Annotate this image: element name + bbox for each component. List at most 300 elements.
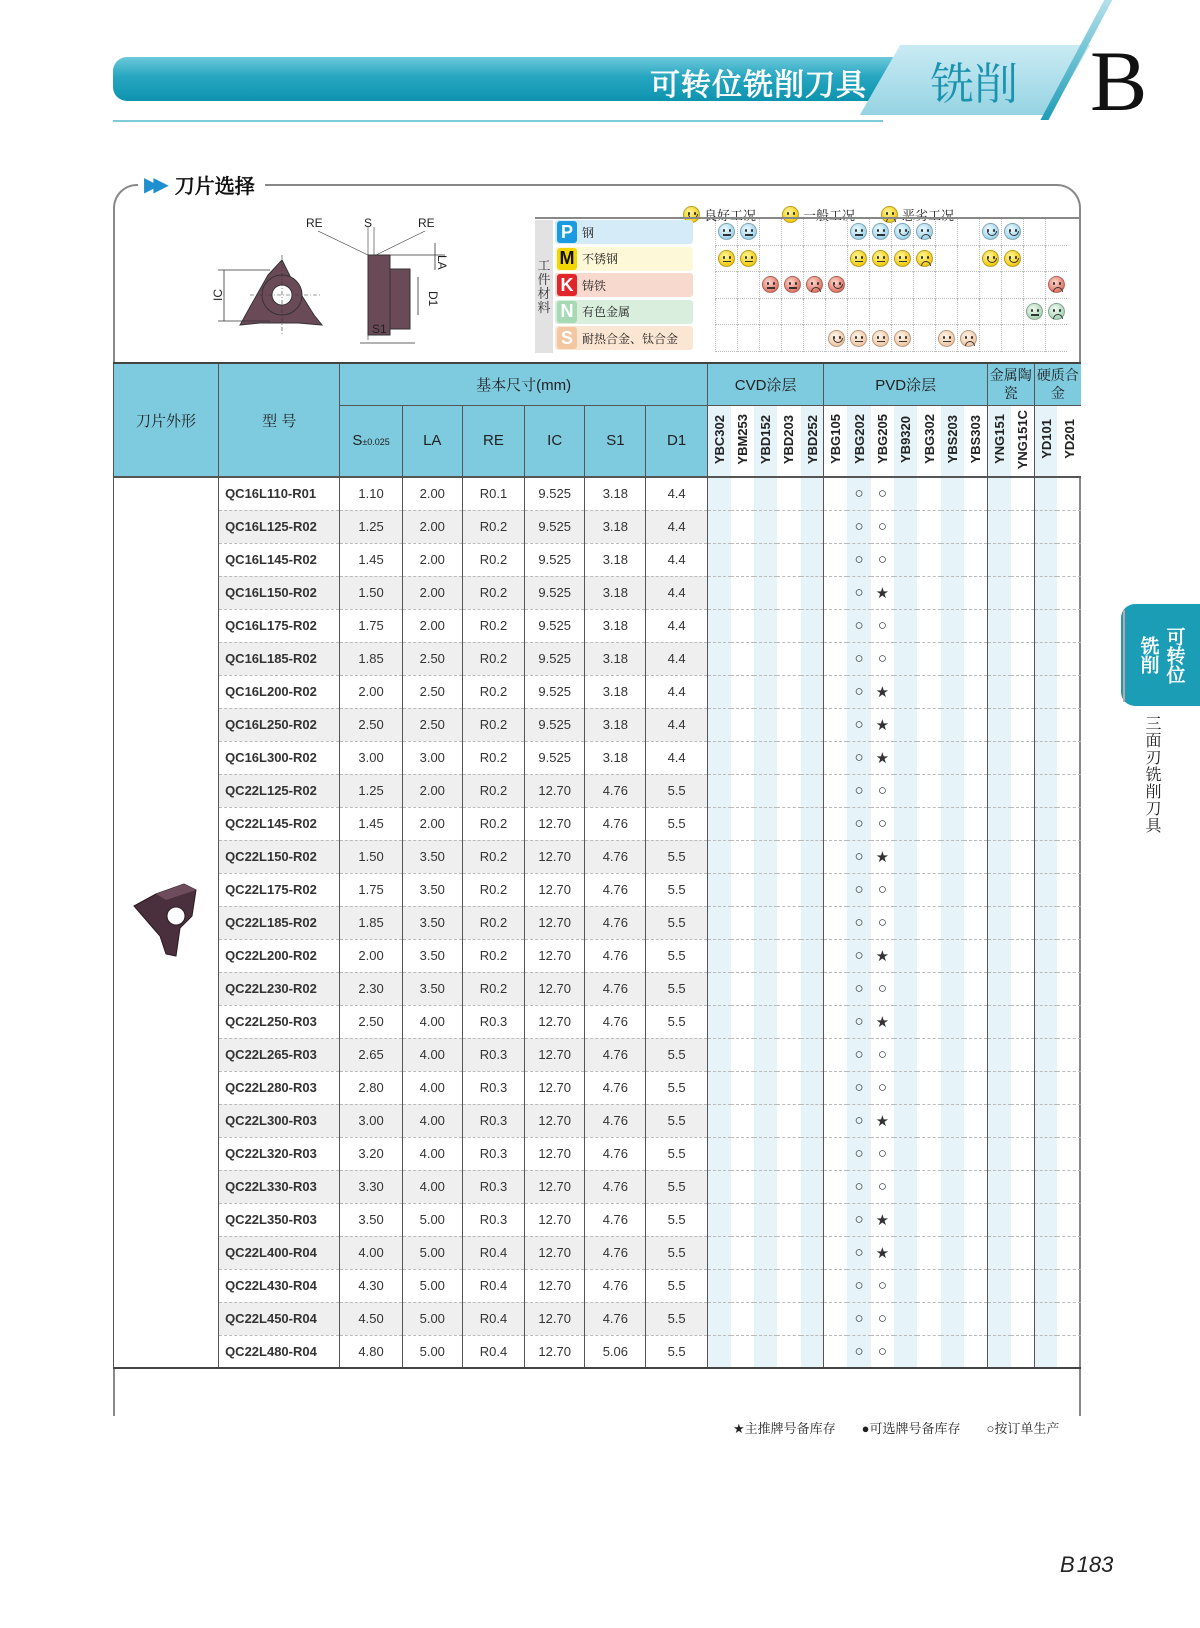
dim-d1-cell: 4.4 xyxy=(646,477,707,510)
model-cell[interactable]: QC16L185-R02 xyxy=(219,642,340,675)
grade-cell-yd101 xyxy=(1034,1104,1057,1137)
grade-cell-yng151c xyxy=(1011,840,1034,873)
grade-cell-ybd152 xyxy=(754,1038,777,1071)
model-cell[interactable]: QC22L480-R04 xyxy=(219,1335,340,1368)
model-cell[interactable]: QC22L175-R02 xyxy=(219,873,340,906)
grade-cell-yng151 xyxy=(987,1170,1010,1203)
grade-cell-yng151c xyxy=(1011,807,1034,840)
material-label xyxy=(555,220,693,244)
header-dim-s: S±0.025 xyxy=(340,405,402,477)
grade-cell-yng151c xyxy=(1011,774,1034,807)
svg-text:LA: LA xyxy=(435,255,449,270)
model-cell[interactable]: QC22L450-R04 xyxy=(219,1302,340,1335)
rating-cell xyxy=(957,219,979,246)
table-row xyxy=(114,774,1082,807)
grade-cell-yd101 xyxy=(1034,1269,1057,1302)
grade-cell-ybg205: ○ xyxy=(871,543,894,576)
model-cell[interactable]: QC22L430-R04 xyxy=(219,1269,340,1302)
rating-cell xyxy=(1045,325,1067,352)
dim-ic-cell: 12.70 xyxy=(525,906,585,939)
section-heading xyxy=(138,170,265,199)
header-dim-la: LA xyxy=(402,405,462,477)
model-cell[interactable]: QC22L145-R02 xyxy=(219,807,340,840)
grade-cell-yng151c xyxy=(1011,675,1034,708)
grade-cell-ybd252 xyxy=(801,1005,824,1038)
neutral-face-icon xyxy=(1026,303,1043,320)
rating-cell xyxy=(737,219,759,246)
grade-cell-ybd252 xyxy=(801,906,824,939)
dim-d1-cell: 4.4 xyxy=(646,609,707,642)
grade-cell-ybm253 xyxy=(731,741,754,774)
smile-face-icon xyxy=(982,250,999,267)
grade-cell-ybs203 xyxy=(941,1170,964,1203)
dim-d1-cell: 5.5 xyxy=(646,1203,707,1236)
rating-cell xyxy=(1001,219,1023,246)
grade-cell-ybm253 xyxy=(731,1170,754,1203)
rating-cell xyxy=(1023,219,1045,246)
table-row xyxy=(114,609,1082,642)
grade-cell-ybd252 xyxy=(801,1038,824,1071)
header-grade-yd201: YD201 xyxy=(1057,405,1081,477)
grade-cell-yd201 xyxy=(1057,741,1081,774)
grade-cell-yng151 xyxy=(987,873,1010,906)
grade-cell-ybg302 xyxy=(917,1104,940,1137)
model-cell[interactable]: QC16L110-R01 xyxy=(219,477,340,510)
model-cell[interactable]: QC16L175-R02 xyxy=(219,609,340,642)
model-cell[interactable]: QC16L150-R02 xyxy=(219,576,340,609)
grade-cell-yng151c xyxy=(1011,1005,1034,1038)
grade-cell-yb9320 xyxy=(894,807,917,840)
rating-cell xyxy=(737,272,759,299)
material-rating-table xyxy=(535,217,1081,348)
rating-cell xyxy=(825,246,847,273)
dim-s1-cell: 4.76 xyxy=(585,807,646,840)
grade-cell-yb9320 xyxy=(894,840,917,873)
model-cell[interactable]: QC22L150-R02 xyxy=(219,840,340,873)
table-row xyxy=(114,807,1082,840)
dim-la-cell: 3.50 xyxy=(402,972,462,1005)
dim-s1-cell: 4.76 xyxy=(585,1104,646,1137)
grade-cell-ybd203 xyxy=(777,1038,800,1071)
dim-ic-cell: 12.70 xyxy=(525,1038,585,1071)
material-label xyxy=(555,326,693,350)
header-grade-yd101: YD101 xyxy=(1034,405,1057,477)
grade-cell-ybs203 xyxy=(941,1335,964,1368)
grade-cell-yd101 xyxy=(1034,675,1057,708)
grade-cell-yng151 xyxy=(987,1104,1010,1137)
grade-cell-ybg202: ○ xyxy=(847,609,870,642)
grade-cell-ybm253 xyxy=(731,972,754,1005)
model-cell[interactable]: QC22L350-R03 xyxy=(219,1203,340,1236)
header-underline xyxy=(113,120,883,122)
rating-cell xyxy=(759,299,781,326)
grade-cell-ybg105 xyxy=(824,675,847,708)
grade-cell-yd101 xyxy=(1034,741,1057,774)
rating-cell xyxy=(1023,325,1045,352)
grade-cell-ybg202: ○ xyxy=(847,1137,870,1170)
material-row-n xyxy=(555,299,693,326)
grade-cell-ybg205: ○ xyxy=(871,642,894,675)
grade-cell-ybg205: ○ xyxy=(871,1302,894,1335)
header-dim-s1: S1 xyxy=(585,405,646,477)
dim-ic-cell: 12.70 xyxy=(525,1005,585,1038)
dim-ic-cell: 9.525 xyxy=(525,741,585,774)
grade-cell-yng151 xyxy=(987,807,1010,840)
model-cell[interactable]: QC22L250-R03 xyxy=(219,1005,340,1038)
header-grade-yb9320: YB9320 xyxy=(894,405,917,477)
rating-cell xyxy=(847,246,869,273)
grade-cell-yng151c xyxy=(1011,1071,1034,1104)
neutral-face-icon xyxy=(718,223,735,240)
grade-cell-yb9320 xyxy=(894,1170,917,1203)
grade-cell-ybm253 xyxy=(731,642,754,675)
grade-cell-yd201 xyxy=(1057,576,1081,609)
grade-cell-ybg302 xyxy=(917,576,940,609)
rating-cell xyxy=(825,325,847,352)
grade-cell-ybd252 xyxy=(801,873,824,906)
grade-cell-ybs303 xyxy=(964,1005,987,1038)
grade-cell-yng151c xyxy=(1011,906,1034,939)
grade-cell-ybs203 xyxy=(941,543,964,576)
rating-cell xyxy=(957,299,979,326)
grade-cell-ybg105 xyxy=(824,741,847,774)
header-dim-ic: IC xyxy=(525,405,585,477)
neutral-face-icon xyxy=(872,250,889,267)
grade-cell-ybd152 xyxy=(754,642,777,675)
model-cell[interactable]: QC22L280-R03 xyxy=(219,1071,340,1104)
model-cell[interactable]: QC16L125-R02 xyxy=(219,510,340,543)
dim-ic-cell: 12.70 xyxy=(525,774,585,807)
svg-text:S: S xyxy=(364,216,373,230)
rating-cell xyxy=(913,325,935,352)
header-cvd-group: CVD涂层 xyxy=(707,363,824,405)
dim-s-cell: 2.00 xyxy=(340,675,402,708)
rating-cell xyxy=(781,272,803,299)
grade-cell-yd201 xyxy=(1057,1302,1081,1335)
insert-selection-table xyxy=(113,362,1081,1369)
grade-cell-ybm253 xyxy=(731,840,754,873)
grade-cell-ybs203 xyxy=(941,708,964,741)
dim-la-cell: 4.00 xyxy=(402,1104,462,1137)
grade-cell-yd101 xyxy=(1034,1038,1057,1071)
grade-cell-ybg105 xyxy=(824,1170,847,1203)
dim-s1-cell: 4.76 xyxy=(585,972,646,1005)
grade-cell-ybd152 xyxy=(754,510,777,543)
material-label xyxy=(555,300,693,324)
model-cell[interactable]: QC16L250-R02 xyxy=(219,708,340,741)
grade-cell-yb9320 xyxy=(894,675,917,708)
grade-cell-ybg105 xyxy=(824,840,847,873)
grade-cell-ybm253 xyxy=(731,477,754,510)
grade-cell-yd101 xyxy=(1034,642,1057,675)
grade-cell-ybc302 xyxy=(707,642,730,675)
dim-re-cell: R0.3 xyxy=(462,1203,524,1236)
grade-cell-ybs303 xyxy=(964,1203,987,1236)
catalog-title: 可转位铣削刀具 xyxy=(650,69,867,102)
grade-cell-ybd152 xyxy=(754,1104,777,1137)
model-cell[interactable]: QC16L145-R02 xyxy=(219,543,340,576)
dim-re-cell: R0.2 xyxy=(462,576,524,609)
dim-ic-cell: 9.525 xyxy=(525,642,585,675)
material-row-s xyxy=(555,325,693,352)
grade-cell-yd201 xyxy=(1057,1038,1081,1071)
dim-s-cell: 1.85 xyxy=(340,642,402,675)
model-cell[interactable]: QC22L265-R03 xyxy=(219,1038,340,1071)
grade-cell-yng151c xyxy=(1011,642,1034,675)
grade-cell-ybg302 xyxy=(917,939,940,972)
grade-cell-ybs203 xyxy=(941,477,964,510)
grade-cell-ybg202: ○ xyxy=(847,576,870,609)
grade-cell-ybg205: ○ xyxy=(871,873,894,906)
model-cell[interactable]: QC22L300-R03 xyxy=(219,1104,340,1137)
grade-cell-ybs303 xyxy=(964,576,987,609)
grade-cell-yng151c xyxy=(1011,708,1034,741)
grade-cell-ybs203 xyxy=(941,873,964,906)
model-cell[interactable]: QC22L400-R04 xyxy=(219,1236,340,1269)
grade-cell-yd201 xyxy=(1057,543,1081,576)
grade-cell-yng151c xyxy=(1011,873,1034,906)
rating-cell xyxy=(759,272,781,299)
dim-ic-cell: 12.70 xyxy=(525,1236,585,1269)
grade-cell-ybs303 xyxy=(964,1269,987,1302)
grade-cell-ybg205: ★ xyxy=(871,741,894,774)
sad-face-icon xyxy=(1048,276,1065,293)
grade-cell-ybs303 xyxy=(964,807,987,840)
dim-la-cell: 4.00 xyxy=(402,1005,462,1038)
grade-cell-ybg202: ○ xyxy=(847,1269,870,1302)
dim-s1-cell: 3.18 xyxy=(585,510,646,543)
grade-cell-yng151 xyxy=(987,477,1010,510)
model-cell[interactable]: QC22L185-R02 xyxy=(219,906,340,939)
grade-cell-ybg205: ★ xyxy=(871,1005,894,1038)
grade-cell-yd101 xyxy=(1034,939,1057,972)
grade-cell-ybd152 xyxy=(754,873,777,906)
dim-re-cell: R0.2 xyxy=(462,939,524,972)
dim-s1-cell: 4.76 xyxy=(585,1137,646,1170)
table-row xyxy=(114,576,1082,609)
grade-cell-ybd203 xyxy=(777,1269,800,1302)
model-cell[interactable]: QC16L200-R02 xyxy=(219,675,340,708)
table-row xyxy=(114,543,1082,576)
grade-cell-ybg302 xyxy=(917,741,940,774)
dim-d1-cell: 5.5 xyxy=(646,840,707,873)
model-cell[interactable]: QC22L320-R03 xyxy=(219,1137,340,1170)
sad-face-icon xyxy=(916,250,933,267)
dim-d1-cell: 5.5 xyxy=(646,1005,707,1038)
grade-cell-ybc302 xyxy=(707,576,730,609)
dim-re-cell: R0.2 xyxy=(462,708,524,741)
grade-cell-ybm253 xyxy=(731,609,754,642)
grade-cell-ybc302 xyxy=(707,1302,730,1335)
table-row xyxy=(114,477,1082,510)
rating-cell xyxy=(847,299,869,326)
rating-cell xyxy=(803,219,825,246)
grade-cell-ybd252 xyxy=(801,477,824,510)
grade-cell-yd101 xyxy=(1034,1005,1057,1038)
dim-d1-cell: 5.5 xyxy=(646,774,707,807)
grade-cell-yb9320 xyxy=(894,1302,917,1335)
grade-cell-yd201 xyxy=(1057,774,1081,807)
dim-la-cell: 4.00 xyxy=(402,1137,462,1170)
smile-face-icon xyxy=(828,330,845,347)
grade-cell-ybc302 xyxy=(707,609,730,642)
grade-cell-ybc302 xyxy=(707,1170,730,1203)
grade-cell-ybg105 xyxy=(824,1071,847,1104)
header-grade-ybd252: YBD252 xyxy=(801,405,824,477)
grade-cell-ybs203 xyxy=(941,1071,964,1104)
model-cell[interactable]: QC22L125-R02 xyxy=(219,774,340,807)
dim-s-cell: 2.80 xyxy=(340,1071,402,1104)
grade-cell-yd101 xyxy=(1034,906,1057,939)
grade-cell-ybs203 xyxy=(941,510,964,543)
rating-cell xyxy=(935,299,957,326)
grade-cell-ybg302 xyxy=(917,840,940,873)
grade-cell-yd101 xyxy=(1034,840,1057,873)
legend-bad-label: 恶劣工况 xyxy=(902,208,955,223)
grade-cell-yng151 xyxy=(987,1137,1010,1170)
material-row-m xyxy=(555,246,693,273)
dim-s1-cell: 5.06 xyxy=(585,1335,646,1368)
dim-d1-cell: 5.5 xyxy=(646,1236,707,1269)
header-grade-ybd152: YBD152 xyxy=(754,405,777,477)
table-row xyxy=(114,1104,1082,1137)
dim-re-cell: R0.3 xyxy=(462,1170,524,1203)
header-carbide-group: 硬质合金 xyxy=(1034,363,1081,405)
grade-cell-ybg302 xyxy=(917,1203,940,1236)
rating-cell xyxy=(913,299,935,326)
neutral-face-icon xyxy=(872,330,889,347)
rating-cell xyxy=(803,272,825,299)
dim-ic-cell: 9.525 xyxy=(525,543,585,576)
dim-d1-cell: 5.5 xyxy=(646,1038,707,1071)
grade-cell-ybg202: ○ xyxy=(847,873,870,906)
rating-cell xyxy=(737,246,759,273)
grade-cell-ybd152 xyxy=(754,1302,777,1335)
grade-cell-ybg105 xyxy=(824,576,847,609)
side-label-char: 工 xyxy=(537,257,551,273)
model-cell[interactable]: QC22L330-R03 xyxy=(219,1170,340,1203)
rating-cell xyxy=(759,325,781,352)
material-row-k xyxy=(555,272,693,299)
neutral-face-icon xyxy=(718,250,735,267)
grade-cell-ybg205: ○ xyxy=(871,1269,894,1302)
grade-cell-ybd203 xyxy=(777,576,800,609)
dim-s-cell: 4.80 xyxy=(340,1335,402,1368)
grade-cell-ybs303 xyxy=(964,972,987,1005)
rating-cell xyxy=(869,246,891,273)
grade-cell-ybs303 xyxy=(964,642,987,675)
side-tab-bar xyxy=(1123,610,1125,702)
dim-la-cell: 2.00 xyxy=(402,774,462,807)
grade-cell-yb9320 xyxy=(894,972,917,1005)
rating-cell xyxy=(781,219,803,246)
rating-cell xyxy=(979,299,1001,326)
grade-cell-yb9320 xyxy=(894,1269,917,1302)
side-tab-line2: 铣削 xyxy=(1137,636,1159,674)
sad-face-icon xyxy=(960,330,977,347)
rating-cell xyxy=(825,299,847,326)
model-cell[interactable]: QC22L200-R02 xyxy=(219,939,340,972)
material-code-badge: P xyxy=(557,221,577,243)
dim-la-cell: 2.50 xyxy=(402,675,462,708)
dim-d1-cell: 5.5 xyxy=(646,1104,707,1137)
grade-cell-yb9320 xyxy=(894,1038,917,1071)
grade-cell-yng151 xyxy=(987,642,1010,675)
grade-cell-yng151 xyxy=(987,1269,1010,1302)
dim-s1-cell: 4.76 xyxy=(585,906,646,939)
model-cell[interactable]: QC22L230-R02 xyxy=(219,972,340,1005)
grade-cell-ybg205: ★ xyxy=(871,1104,894,1137)
legend-good-label: 良好工况 xyxy=(704,208,757,223)
grade-cell-ybd152 xyxy=(754,840,777,873)
grade-cell-ybs303 xyxy=(964,1236,987,1269)
grade-cell-ybd152 xyxy=(754,1236,777,1269)
dim-re-cell: R0.2 xyxy=(462,972,524,1005)
dim-ic-cell: 12.70 xyxy=(525,1071,585,1104)
grade-cell-ybm253 xyxy=(731,1236,754,1269)
smile-face-icon xyxy=(982,223,999,240)
rating-cell xyxy=(737,299,759,326)
dim-s-cell: 3.00 xyxy=(340,741,402,774)
grade-cell-ybm253 xyxy=(731,675,754,708)
dim-la-cell: 2.00 xyxy=(402,543,462,576)
grade-cell-ybg105 xyxy=(824,1236,847,1269)
grade-cell-ybd152 xyxy=(754,477,777,510)
dim-la-cell: 5.00 xyxy=(402,1203,462,1236)
dim-ic-cell: 12.70 xyxy=(525,873,585,906)
table-row xyxy=(114,708,1082,741)
side-chapter-tab[interactable] xyxy=(1121,604,1200,706)
grade-cell-ybc302 xyxy=(707,1038,730,1071)
table-row xyxy=(114,906,1082,939)
grade-cell-ybm253 xyxy=(731,1071,754,1104)
grade-cell-ybs303 xyxy=(964,510,987,543)
grade-cell-yng151c xyxy=(1011,510,1034,543)
grade-cell-ybg205: ○ xyxy=(871,1137,894,1170)
grade-cell-ybd203 xyxy=(777,543,800,576)
grade-cell-ybg205: ★ xyxy=(871,708,894,741)
dim-d1-cell: 5.5 xyxy=(646,939,707,972)
grade-cell-ybd203 xyxy=(777,741,800,774)
model-cell[interactable]: QC16L300-R02 xyxy=(219,741,340,774)
grade-cell-yd201 xyxy=(1057,477,1081,510)
grade-cell-ybg202: ○ xyxy=(847,477,870,510)
dim-s1-cell: 3.18 xyxy=(585,708,646,741)
dim-s1-cell: 3.18 xyxy=(585,543,646,576)
grade-cell-ybs303 xyxy=(964,1302,987,1335)
svg-text:IC: IC xyxy=(211,289,225,301)
dim-s1-cell: 4.76 xyxy=(585,1302,646,1335)
dim-s1-cell: 3.18 xyxy=(585,642,646,675)
grade-cell-ybg302 xyxy=(917,1302,940,1335)
table-row xyxy=(114,741,1082,774)
grade-cell-ybg205: ○ xyxy=(871,609,894,642)
table-row xyxy=(114,510,1082,543)
grade-cell-yb9320 xyxy=(894,774,917,807)
grade-cell-ybc302 xyxy=(707,873,730,906)
grade-cell-yb9320 xyxy=(894,906,917,939)
grade-cell-yb9320 xyxy=(894,1104,917,1137)
grade-cell-ybg105 xyxy=(824,1005,847,1038)
dim-la-cell: 4.00 xyxy=(402,1170,462,1203)
table-row xyxy=(114,1236,1082,1269)
dim-la-cell: 3.00 xyxy=(402,741,462,774)
neutral-face-icon xyxy=(850,250,867,267)
header-dims-group: 基本尺寸(mm) xyxy=(340,363,707,405)
rating-cell xyxy=(759,219,781,246)
grade-cell-ybg202: ○ xyxy=(847,807,870,840)
insert-shape-image xyxy=(114,477,219,1368)
